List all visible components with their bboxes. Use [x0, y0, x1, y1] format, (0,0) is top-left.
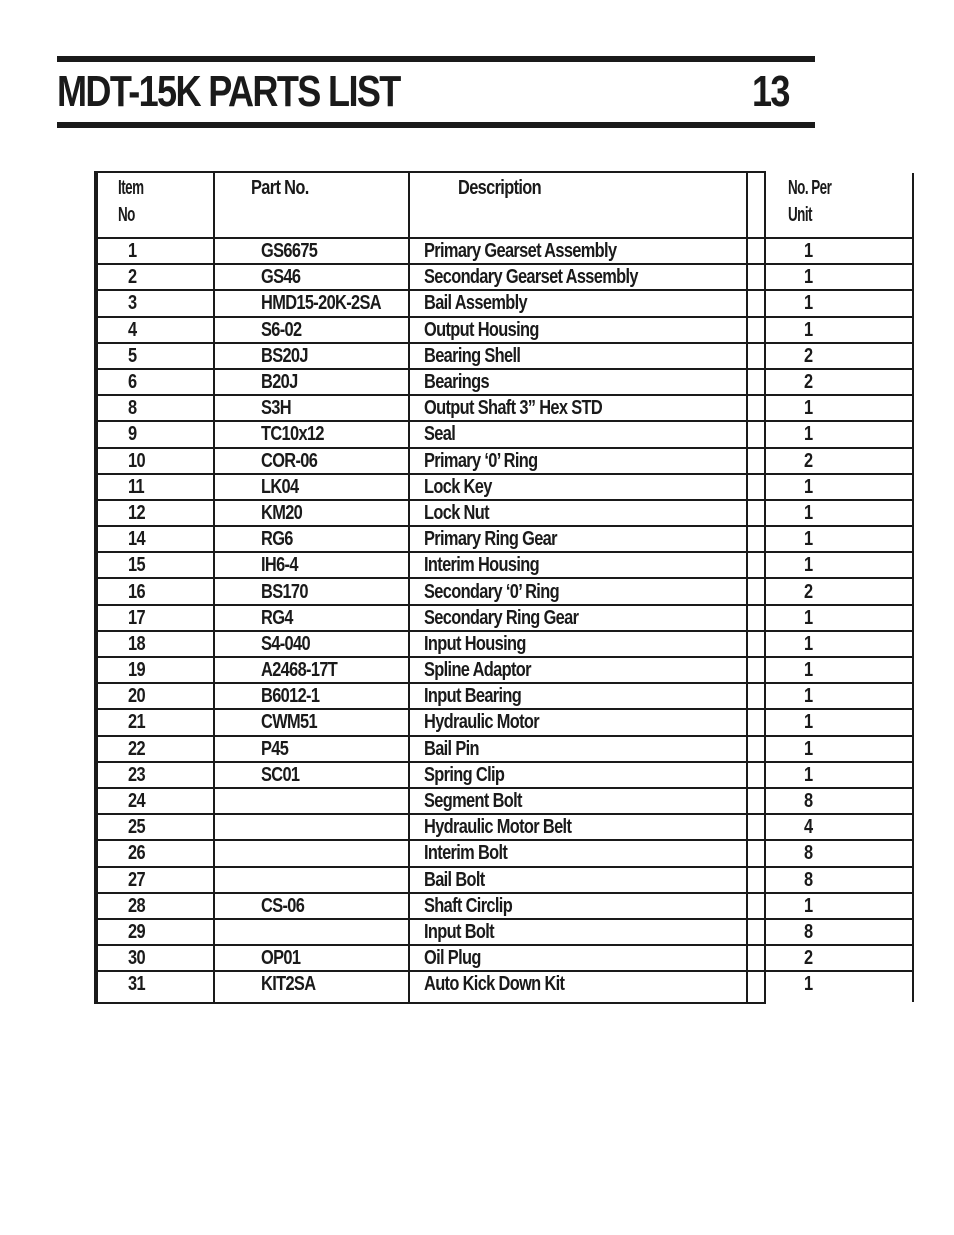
qty-cell: 1 [747, 290, 913, 316]
item-no-cell: 16 [97, 578, 214, 604]
qty-cell: 1 [747, 605, 913, 631]
page-title: MDT-15K PARTS LIST [57, 67, 400, 116]
qty-cell: 1 [747, 631, 913, 657]
description-cell: Oil Plug [409, 945, 747, 971]
qty-cell: 4 [747, 814, 913, 840]
part-no-cell: RG6 [214, 526, 409, 552]
part-no-cell: CS-06 [214, 893, 409, 919]
item-no-cell: 30 [97, 945, 214, 971]
table-body [97, 238, 913, 1002]
table-row [97, 500, 913, 526]
description-cell: Primary Ring Gear [409, 526, 747, 552]
part-no-cell: HMD15-20K-2SA [214, 290, 409, 316]
table-row [97, 421, 913, 447]
part-no-cell: BS20J [214, 343, 409, 369]
qty-cell: 1 [747, 736, 913, 762]
table-row [97, 814, 913, 840]
table-row [97, 264, 913, 290]
part-no-cell: KM20 [214, 500, 409, 526]
item-no-cell: 25 [97, 814, 214, 840]
qty-cell: 1 [747, 657, 913, 683]
item-no-cell: 24 [97, 788, 214, 814]
table-row [97, 709, 913, 735]
description-cell: Interim Housing [409, 552, 747, 578]
item-no-cell: 28 [97, 893, 214, 919]
part-no-cell: S3H [214, 395, 409, 421]
item-no-cell: 6 [97, 369, 214, 395]
qty-cell: 1 [747, 395, 913, 421]
description-cell: Primary ‘0’ Ring [409, 448, 747, 474]
part-no-cell: B20J [214, 369, 409, 395]
qty-cell: 8 [747, 788, 913, 814]
part-no-cell [214, 867, 409, 893]
table-row [97, 290, 913, 316]
table-row [97, 317, 913, 343]
table-row [97, 971, 913, 1002]
description-cell: Secondary ‘0’ Ring [409, 578, 747, 604]
part-no-cell: IH6-4 [214, 552, 409, 578]
item-no-cell: 9 [97, 421, 214, 447]
header-bottom-rule [57, 122, 815, 128]
parts-table [94, 171, 832, 1004]
qty-cell: 1 [747, 971, 913, 1002]
qty-cell: 1 [747, 238, 913, 264]
part-no-cell: COR-06 [214, 448, 409, 474]
part-no-cell [214, 788, 409, 814]
item-no-cell: 29 [97, 919, 214, 945]
part-no-cell [214, 840, 409, 866]
table-row [97, 762, 913, 788]
item-no-cell: 17 [97, 605, 214, 631]
description-cell: Lock Nut [409, 500, 747, 526]
qty-cell: 1 [747, 474, 913, 500]
header-top-rule [57, 56, 815, 62]
part-no-cell: B6012-1 [214, 683, 409, 709]
table-row [97, 657, 913, 683]
table-row [97, 448, 913, 474]
qty-cell: 1 [747, 552, 913, 578]
qty-cell: 1 [747, 264, 913, 290]
qty-cell: 8 [747, 867, 913, 893]
table-row [97, 474, 913, 500]
part-no-cell: S6-02 [214, 317, 409, 343]
part-no-cell: CWM51 [214, 709, 409, 735]
item-no-cell: 3 [97, 290, 214, 316]
table-row [97, 788, 913, 814]
description-cell: Spring Clip [409, 762, 747, 788]
column-header-part-no: Part No. [214, 173, 409, 238]
part-no-cell: TC10x12 [214, 421, 409, 447]
item-no-cell: 8 [97, 395, 214, 421]
description-cell: Input Bearing [409, 683, 747, 709]
table-row [97, 238, 913, 264]
description-cell: Hydraulic Motor Belt [409, 814, 747, 840]
item-no-cell: 27 [97, 867, 214, 893]
description-cell: Bail Pin [409, 736, 747, 762]
item-no-cell: 5 [97, 343, 214, 369]
table-row [97, 605, 913, 631]
part-no-cell: LK04 [214, 474, 409, 500]
description-cell: Bearing Shell [409, 343, 747, 369]
qty-cell: 2 [747, 578, 913, 604]
description-cell: Secondary Gearset Assembly [409, 264, 747, 290]
description-cell: Primary Gearset Assembly [409, 238, 747, 264]
column-header-qty: No. Per Unit [747, 173, 913, 238]
column-header-description: Description [409, 173, 747, 238]
table-row [97, 945, 913, 971]
part-no-cell: P45 [214, 736, 409, 762]
part-no-cell [214, 814, 409, 840]
description-cell: Shaft Circlip [409, 893, 747, 919]
description-cell: Input Bolt [409, 919, 747, 945]
item-no-cell: 15 [97, 552, 214, 578]
qty-cell: 1 [747, 500, 913, 526]
qty-cell: 1 [747, 317, 913, 343]
table-row [97, 840, 913, 866]
part-no-cell: KIT2SA [214, 971, 409, 1002]
description-cell: Segment Bolt [409, 788, 747, 814]
item-no-cell: 14 [97, 526, 214, 552]
item-no-cell: 22 [97, 736, 214, 762]
description-cell: Input Housing [409, 631, 747, 657]
item-no-cell: 4 [97, 317, 214, 343]
part-no-cell: S4-040 [214, 631, 409, 657]
qty-cell: 2 [747, 945, 913, 971]
table-header-row [97, 173, 913, 238]
description-cell: Spline Adaptor [409, 657, 747, 683]
item-no-cell: 18 [97, 631, 214, 657]
table-row [97, 343, 913, 369]
description-cell: Auto Kick Down Kit [409, 971, 747, 1002]
part-no-cell: BS170 [214, 578, 409, 604]
qty-cell: 2 [747, 369, 913, 395]
table-row [97, 893, 913, 919]
item-no-cell: 10 [97, 448, 214, 474]
part-no-cell: GS46 [214, 264, 409, 290]
item-no-cell: 19 [97, 657, 214, 683]
item-no-cell: 21 [97, 709, 214, 735]
item-no-cell: 1 [97, 238, 214, 264]
table-row [97, 683, 913, 709]
qty-cell: 1 [747, 709, 913, 735]
qty-cell: 8 [747, 919, 913, 945]
part-no-cell [214, 919, 409, 945]
page-number: 13 [752, 67, 789, 116]
table-row [97, 631, 913, 657]
description-cell: Output Housing [409, 317, 747, 343]
part-no-cell: OP01 [214, 945, 409, 971]
table-row [97, 369, 913, 395]
description-cell: Bail Bolt [409, 867, 747, 893]
table-row [97, 552, 913, 578]
qty-cell: 1 [747, 526, 913, 552]
table-row [97, 919, 913, 945]
item-no-cell: 11 [97, 474, 214, 500]
description-cell: Bearings [409, 369, 747, 395]
qty-cell: 1 [747, 683, 913, 709]
qty-cell: 8 [747, 840, 913, 866]
description-cell: Interim Bolt [409, 840, 747, 866]
description-cell: Bail Assembly [409, 290, 747, 316]
description-cell: Lock Key [409, 474, 747, 500]
item-no-cell: 26 [97, 840, 214, 866]
item-no-cell: 20 [97, 683, 214, 709]
part-no-cell: SC01 [214, 762, 409, 788]
table-row [97, 526, 913, 552]
description-cell: Secondary Ring Gear [409, 605, 747, 631]
qty-cell: 2 [747, 448, 913, 474]
qty-cell: 2 [747, 343, 913, 369]
qty-cell: 1 [747, 421, 913, 447]
description-cell: Seal [409, 421, 747, 447]
item-no-cell: 2 [97, 264, 214, 290]
part-no-cell: A2468-17T [214, 657, 409, 683]
column-header-item-no: Item No [97, 173, 214, 238]
part-no-cell: GS6675 [214, 238, 409, 264]
description-cell: Hydraulic Motor [409, 709, 747, 735]
description-cell: Output Shaft 3” Hex STD [409, 395, 747, 421]
table-row [97, 578, 913, 604]
item-no-cell: 12 [97, 500, 214, 526]
table-row [97, 736, 913, 762]
table-row [97, 867, 913, 893]
qty-cell: 1 [747, 893, 913, 919]
qty-cell: 1 [747, 762, 913, 788]
part-no-cell: RG4 [214, 605, 409, 631]
item-no-cell: 23 [97, 762, 214, 788]
item-no-cell: 31 [97, 971, 214, 1002]
table-row [97, 395, 913, 421]
